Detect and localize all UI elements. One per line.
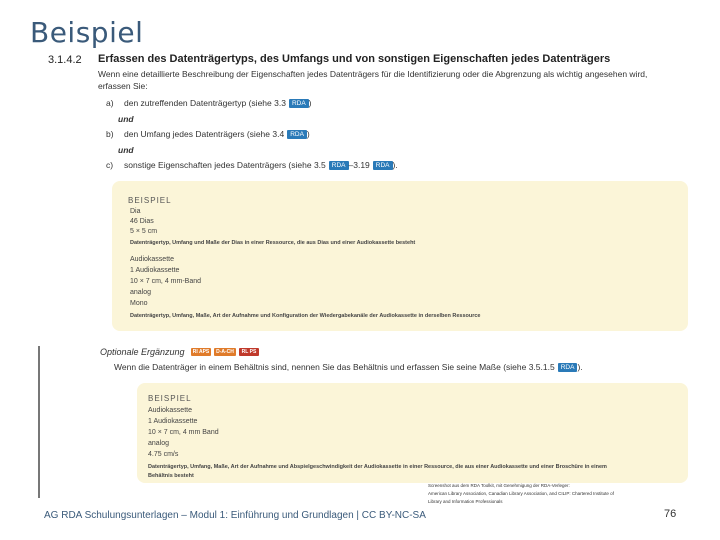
footer-text: AG RDA Schulungsunterlagen – Modul 1: Einführung und Grundlagen | CC BY-NC-SA bbox=[44, 510, 426, 521]
item-close: ) bbox=[306, 129, 310, 139]
rda-link[interactable]: RDA bbox=[329, 161, 349, 170]
item-c bbox=[106, 160, 398, 170]
example-line: 4.75 cm/s bbox=[148, 451, 179, 458]
section-number: 3.1.4.2 bbox=[48, 54, 82, 66]
example-line: 5 × 5 cm bbox=[130, 228, 158, 235]
example-box-1 bbox=[112, 181, 688, 331]
credit-line: Screenshot aus dem RDA Toolkit, mit Genehmigung der RDA-Verleger: bbox=[428, 483, 570, 488]
optional-sentence: Wenn die Datenträger in einem Behältnis sind, nennen Sie das Behältnis und erfassen Sie seine Maße (siehe 3.5.1.5 bbox=[114, 362, 555, 372]
item-label: b) bbox=[106, 129, 114, 139]
rda-link[interactable]: RDA bbox=[558, 363, 578, 372]
credit-line: Library and Information Professionals bbox=[428, 499, 503, 504]
badge-dach: D-A-CH bbox=[214, 348, 236, 356]
example-line: Dia bbox=[130, 208, 141, 215]
conjunction-und: und bbox=[118, 145, 134, 155]
intro-text: Wenn eine detaillierte Beschreibung der Eigenschaften jedes Datenträgers für die Identifizierung oder die Abgrenzung als wichtig angesehen wird, erfassen Sie: bbox=[98, 69, 648, 91]
example-line: analog bbox=[130, 289, 152, 296]
example-caption: Datenträgertyp, Umfang und Maße der Dias in einer Ressource, die aus Dias und einer Audiokassette besteht bbox=[130, 240, 416, 246]
example-line: Audiokassette bbox=[148, 407, 192, 414]
item-close: ). bbox=[392, 160, 398, 170]
item-label: c) bbox=[106, 160, 114, 170]
slide-title: Beispiel bbox=[30, 16, 144, 49]
example-line: 1 Audiokassette bbox=[130, 267, 180, 274]
example-caption: Datenträgertyp, Umfang, Maße, Art der Aufnahme und Konfiguration der Wiedergabekanäle der Audiokassette in derselben Ressource bbox=[130, 313, 481, 319]
rda-link[interactable]: RDA bbox=[373, 161, 393, 170]
item-label: a) bbox=[106, 98, 114, 108]
item-text: den zutreffenden Datenträgertyp (siehe 3.3 bbox=[124, 98, 286, 108]
page-number: 76 bbox=[664, 508, 677, 520]
example-line: 10 × 7 cm, 4 mm-Band bbox=[130, 278, 202, 285]
example-caption: Datenträgertyp, Umfang, Maße, Art der Aufnahme und Abspielgeschwindigkeit der Audiokassette in einer Ressource, die aus einer Audiokassette und einer Broschüre in einem bbox=[148, 464, 607, 470]
badge-rl-ps: RL PS bbox=[239, 348, 259, 356]
example-line: 1 Audiokassette bbox=[148, 418, 198, 425]
example-caption: Behältnis besteht bbox=[148, 473, 194, 479]
example-line: 46 Dias bbox=[130, 218, 154, 225]
example-heading: BEISPIEL bbox=[148, 394, 192, 403]
optional-close: ). bbox=[577, 362, 583, 372]
item-text: den Umfang jedes Datenträgers (siehe 3.4 bbox=[124, 129, 285, 139]
item-close: ) bbox=[308, 98, 312, 108]
example-line: Mono bbox=[130, 300, 148, 307]
section-heading: Erfassen des Datenträgertyps, des Umfangs und von sonstigen Eigenschaften jedes Datenträgers bbox=[98, 53, 611, 65]
item-mid: –3.19 bbox=[348, 160, 370, 170]
rda-link[interactable]: RDA bbox=[287, 130, 307, 139]
optional-text bbox=[114, 362, 583, 372]
badge-ri-aps: RI APS bbox=[192, 349, 210, 355]
optional-label: Optionale Ergänzung bbox=[100, 347, 185, 357]
item-b bbox=[106, 129, 310, 139]
example-heading: BEISPIEL bbox=[128, 196, 172, 205]
item-text: sonstige Eigenschaften jedes Datenträgers (siehe 3.5 bbox=[124, 160, 326, 170]
example-line: 10 × 7 cm, 4 mm Band bbox=[148, 429, 219, 436]
item-a bbox=[106, 98, 312, 108]
example-line: Audiokassette bbox=[130, 256, 174, 263]
example-line: analog bbox=[148, 440, 170, 447]
conjunction-und: und bbox=[118, 114, 134, 124]
rda-link[interactable]: RDA bbox=[289, 99, 309, 108]
credit-line: American Library Association, Canadian Library Association, and CILIP: Chartered Institute of bbox=[428, 491, 614, 496]
optional-divider bbox=[38, 346, 40, 498]
